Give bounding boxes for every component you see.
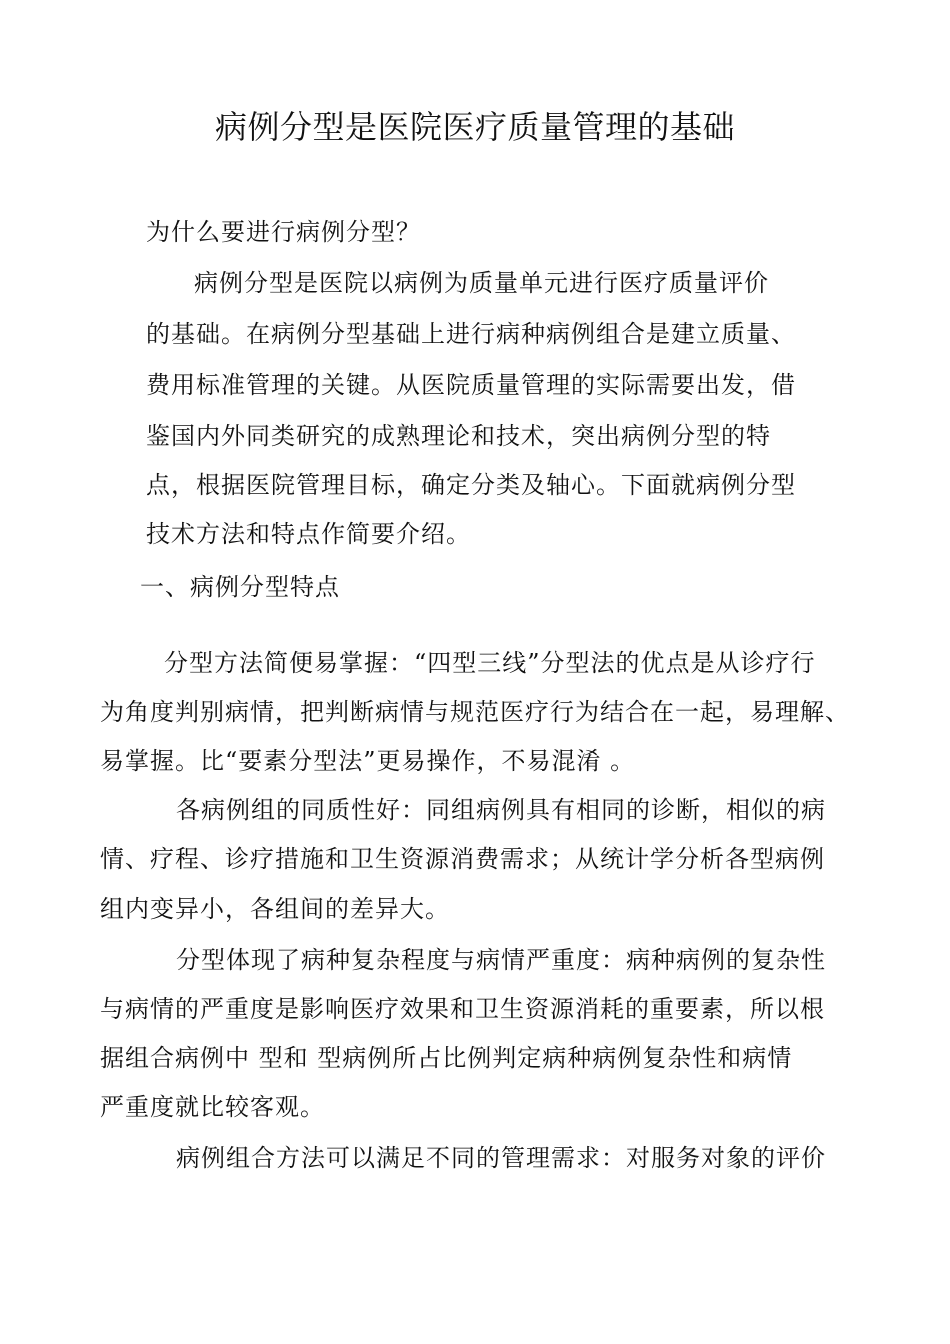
paragraph-line: 为角度判别病情，把判断病情与规范医疗行为结合在一起，易理解、 — [100, 698, 850, 726]
intro-line: 技术方法和特点作简要介绍。 — [146, 520, 471, 548]
intro-line: 病例分型是医院以病例为质量单元进行医疗质量评价 — [194, 269, 769, 297]
question-line: 为什么要进行病例分型？ — [146, 218, 421, 246]
document-title: 病例分型是医院医疗质量管理的基础 — [214, 108, 735, 146]
paragraph-line: 各病例组的同质性好：同组病例具有相同的诊断，相似的病 — [176, 796, 826, 824]
paragraph-line: 分型体现了病种复杂程度与病情严重度：病种病例的复杂性 — [176, 946, 826, 974]
section-heading: 一、病例分型特点 — [140, 573, 340, 601]
intro-line: 费用标准管理的关键。从医院质量管理的实际需要出发，借 — [146, 371, 796, 399]
intro-line: 鉴国内外同类研究的成熟理论和技术，突出病例分型的特 — [146, 422, 771, 450]
paragraph-line: 与病情的严重度是影响医疗效果和卫生资源消耗的重要素，所以根 — [100, 995, 825, 1023]
paragraph-line: 分型方法简便易掌握：“四型三线”分型法的优点是从诊疗行 — [164, 649, 816, 677]
paragraph-line: 情、疗程、诊疗措施和卫生资源消费需求；从统计学分析各型病例 — [100, 845, 825, 873]
paragraph-line: 易掌握。比“要素分型法”更易操作，不易混淆 。 — [100, 747, 636, 775]
paragraph-line: 严重度就比较客观。 — [100, 1093, 325, 1121]
paragraph-line: 据组合病例中 型和 型病例所占比例判定病种病例复杂性和病情 — [100, 1044, 793, 1072]
paragraph-line: 病例组合方法可以满足不同的管理需求：对服务对象的评价 — [176, 1144, 826, 1172]
intro-line: 的基础。在病例分型基础上进行病种病例组合是建立质量、 — [146, 320, 796, 348]
paragraph-line: 组内变异小，各组间的差异大。 — [100, 895, 450, 923]
intro-line: 点，根据医院管理目标，确定分类及轴心。下面就病例分型 — [146, 471, 796, 499]
